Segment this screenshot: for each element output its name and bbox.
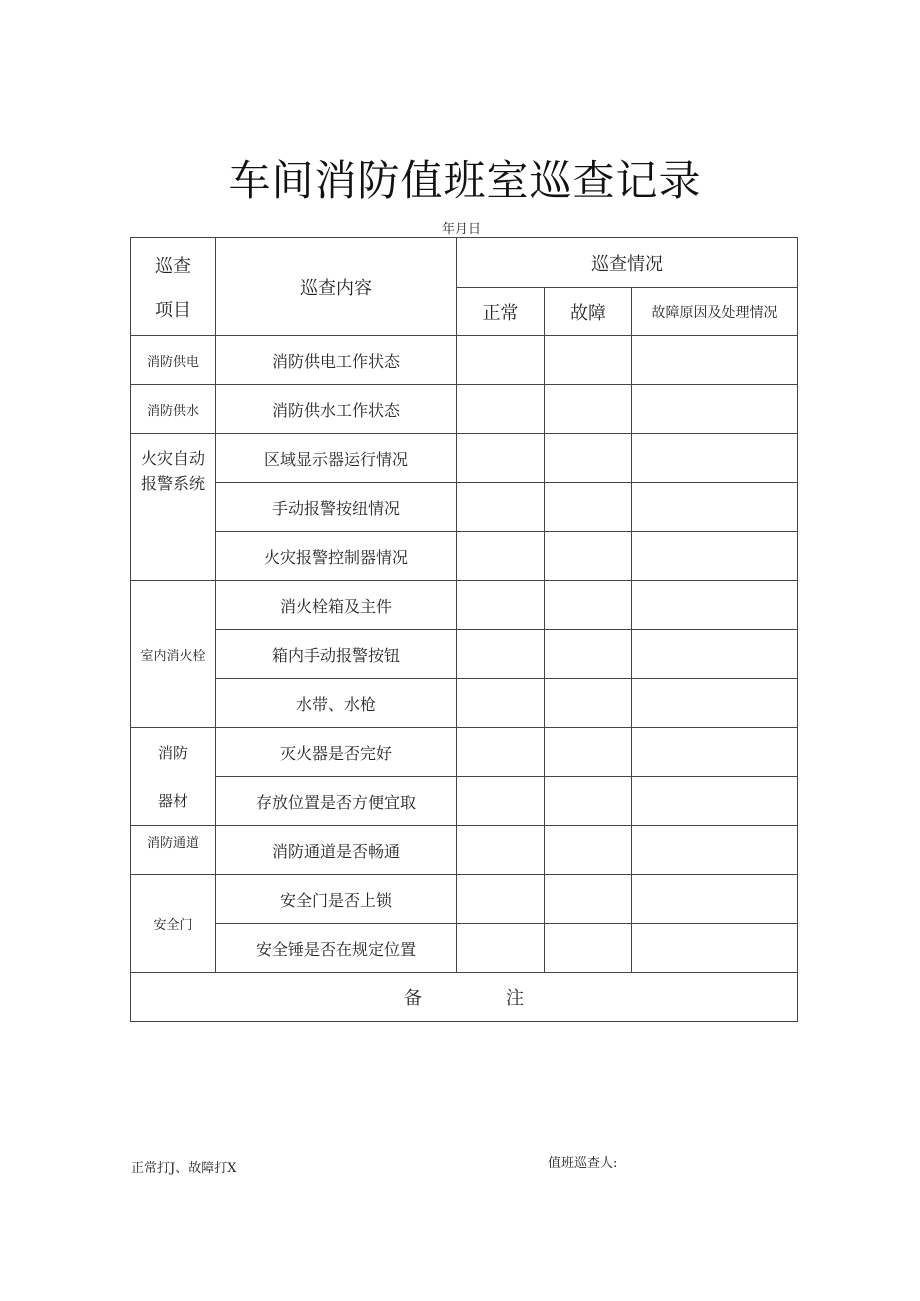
header-item-line1: 巡查 <box>155 255 191 277</box>
table-row <box>131 434 798 483</box>
table-row <box>131 532 798 581</box>
reason-cell[interactable] <box>632 483 798 532</box>
reason-cell[interactable] <box>632 875 798 924</box>
normal-cell[interactable] <box>457 483 545 532</box>
fault-cell[interactable] <box>545 826 632 875</box>
table-row <box>131 728 798 777</box>
remark-char1: 备 <box>404 988 422 1009</box>
fault-cell[interactable] <box>545 728 632 777</box>
check-content: 灭火器是否完好 <box>216 728 457 777</box>
group-hydrant: 室内消火栓 <box>131 581 216 728</box>
remark-char2: 注 <box>506 988 524 1009</box>
reason-cell[interactable] <box>632 336 798 385</box>
group-passage: 消防通道 <box>131 826 216 875</box>
normal-cell[interactable] <box>457 826 545 875</box>
header-status: 巡查情况 <box>457 238 798 288</box>
reason-cell[interactable] <box>632 434 798 483</box>
reason-cell[interactable] <box>632 385 798 434</box>
fault-cell[interactable] <box>545 630 632 679</box>
group-alarm <box>131 434 216 581</box>
check-content: 消防供水工作状态 <box>216 385 457 434</box>
fault-cell[interactable] <box>545 581 632 630</box>
fault-cell[interactable] <box>545 777 632 826</box>
check-content: 消防通道是否畅通 <box>216 826 457 875</box>
reason-cell[interactable] <box>632 630 798 679</box>
check-content: 消火栓箱及主件 <box>216 581 457 630</box>
normal-cell[interactable] <box>457 630 545 679</box>
group-equipment-line1: 消防 <box>157 743 188 762</box>
check-content: 安全门是否上锁 <box>216 875 457 924</box>
reason-cell[interactable] <box>632 924 798 973</box>
reason-cell[interactable] <box>632 777 798 826</box>
normal-cell[interactable] <box>457 924 545 973</box>
normal-cell[interactable] <box>457 336 545 385</box>
fault-cell[interactable] <box>545 532 632 581</box>
legend-note: 正常打J、故障打X <box>131 1161 237 1176</box>
inspection-table <box>130 237 798 1022</box>
remark-row <box>131 973 798 1022</box>
normal-cell[interactable] <box>457 728 545 777</box>
header-item <box>131 238 216 336</box>
group-alarm-line1: 火灾自动 <box>140 449 205 468</box>
reason-cell[interactable] <box>632 679 798 728</box>
group-power: 消防供电 <box>131 336 216 385</box>
fault-cell[interactable] <box>545 924 632 973</box>
normal-cell[interactable] <box>457 434 545 483</box>
table-row <box>131 630 798 679</box>
check-content: 消防供电工作状态 <box>216 336 457 385</box>
fault-cell[interactable] <box>545 385 632 434</box>
remark-cell[interactable] <box>131 973 798 1022</box>
normal-cell[interactable] <box>457 679 545 728</box>
check-content: 区域显示器运行情况 <box>216 434 457 483</box>
reason-cell[interactable] <box>632 826 798 875</box>
table-row <box>131 581 798 630</box>
header-item-line2: 项目 <box>155 299 191 321</box>
page-title: 车间消防值班室巡查记录 <box>228 156 702 205</box>
check-content: 安全锤是否在规定位置 <box>216 924 457 973</box>
fault-cell[interactable] <box>545 875 632 924</box>
table-row <box>131 777 798 826</box>
group-equipment <box>131 728 216 826</box>
fault-cell[interactable] <box>545 434 632 483</box>
group-door: 安全门 <box>131 875 216 973</box>
normal-cell[interactable] <box>457 532 545 581</box>
check-content: 手动报警按纽情况 <box>216 483 457 532</box>
table-row <box>131 924 798 973</box>
header-reason: 故障原因及处理情况 <box>632 288 798 336</box>
table-row <box>131 483 798 532</box>
normal-cell[interactable] <box>457 581 545 630</box>
table-row <box>131 336 798 385</box>
group-alarm-line2: 报警系统 <box>140 474 205 493</box>
normal-cell[interactable] <box>457 777 545 826</box>
reason-cell[interactable] <box>632 728 798 777</box>
check-content: 存放位置是否方便宜取 <box>216 777 457 826</box>
fault-cell[interactable] <box>545 679 632 728</box>
normal-cell[interactable] <box>457 875 545 924</box>
header-normal: 正常 <box>457 288 545 336</box>
table-row <box>131 679 798 728</box>
check-content: 水带、水枪 <box>216 679 457 728</box>
date-label: 年月日 <box>442 222 482 237</box>
table-row <box>131 826 798 875</box>
table-row <box>131 385 798 434</box>
header-fault: 故障 <box>545 288 632 336</box>
group-equipment-line2: 器材 <box>157 792 188 811</box>
fault-cell[interactable] <box>545 483 632 532</box>
inspector-label: 值班巡查人: <box>548 1156 618 1171</box>
reason-cell[interactable] <box>632 532 798 581</box>
reason-cell[interactable] <box>632 581 798 630</box>
fault-cell[interactable] <box>545 336 632 385</box>
group-water: 消防供水 <box>131 385 216 434</box>
table-row <box>131 875 798 924</box>
normal-cell[interactable] <box>457 385 545 434</box>
check-content: 火灾报警控制器情况 <box>216 532 457 581</box>
check-content: 箱内手动报警按钮 <box>216 630 457 679</box>
header-content: 巡查内容 <box>216 238 457 336</box>
